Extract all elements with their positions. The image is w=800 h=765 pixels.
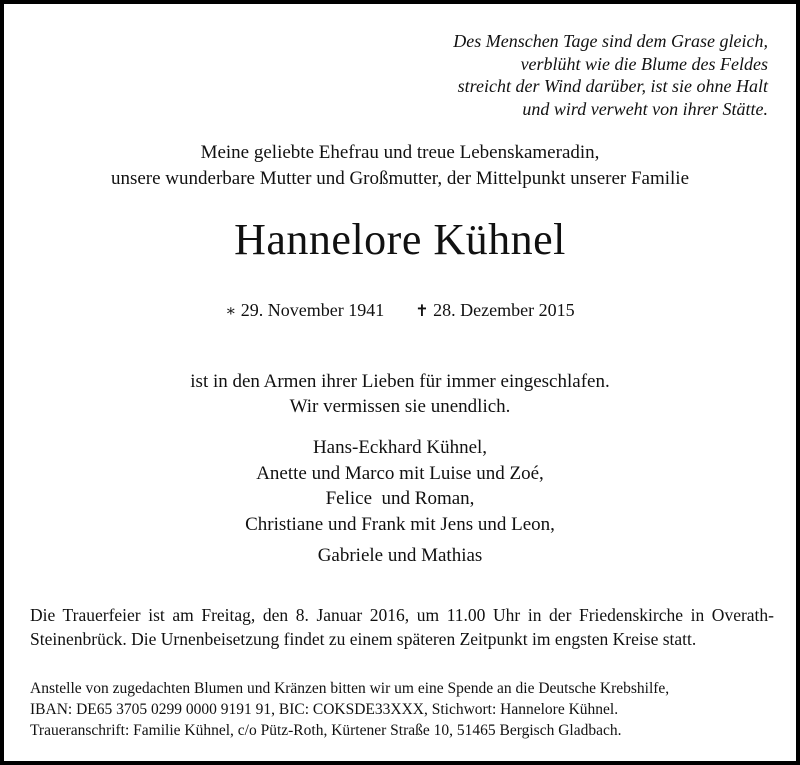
deceased-name: Hannelore Kühnel [234, 215, 566, 264]
footer-line: IBAN: DE65 3705 0299 0000 9191 91, BIC: COKSDE33XXX, Stichwort: Hannelore Kühnel. [30, 701, 619, 718]
death-date: 28. Dezember 2015 [433, 300, 575, 320]
mourner-line: Felice und Roman, [325, 488, 475, 509]
message-line: Wir vermissen sie unendlich. [289, 396, 511, 417]
intro-line: unsere wunderbare Mutter und Großmutter, der Mittelpunkt unserer Familie [110, 168, 690, 189]
death-cross-icon: ✝ [415, 303, 429, 320]
farewell-message [4, 369, 796, 419]
life-dates [4, 298, 796, 324]
mourner-line: Gabriele und Mathias [317, 545, 483, 566]
mourners-list [4, 435, 796, 569]
birth-date: 29. November 1941 [240, 300, 385, 320]
intro-line: Meine geliebte Ehefrau und treue Lebenskameradin, [200, 142, 600, 163]
footer-line: Traueranschrift: Familie Kühnel, c/o Pütz-Roth, Kürtener Straße 10, 51465 Bergisch Gladbach. [30, 722, 622, 739]
poem-line: Des Menschen Tage sind dem Grase gleich, [453, 31, 768, 51]
mourner-line: Christiane und Frank mit Jens und Leon, [245, 513, 555, 535]
intro-text [4, 140, 796, 192]
footer-line: Anstelle von zugedachten Blumen und Kränzen bitten wir um eine Spende an die Deutsche Krebshilfe, [30, 680, 670, 697]
birth-star-icon: ∗ [225, 303, 237, 320]
ceremony-info: Die Trauerfeier ist am Freitag, den 8. Januar 2016, um 11.00 Uhr in der Friedenskirche in Overath-Steinenbrück. Die Urnenbeisetzung findet zu einem späteren Zeitpunkt im engsten Kreise statt. [30, 605, 774, 649]
donation-and-address [30, 678, 774, 741]
poem-line: streicht der Wind darüber, ist sie ohne Halt [457, 76, 768, 96]
poem-line: und wird verweht von ihrer Stätte. [522, 98, 768, 119]
message-line: ist in den Armen ihrer Lieben für immer eingeschlafen. [190, 371, 610, 392]
mourner-line: Anette und Marco mit Luise und Zoé, [256, 462, 544, 484]
poem-line: verblüht wie die Blume des Feldes [520, 53, 768, 74]
mourner-line: Hans-Eckhard Kühnel, [312, 437, 488, 458]
poem-quote [348, 30, 768, 120]
